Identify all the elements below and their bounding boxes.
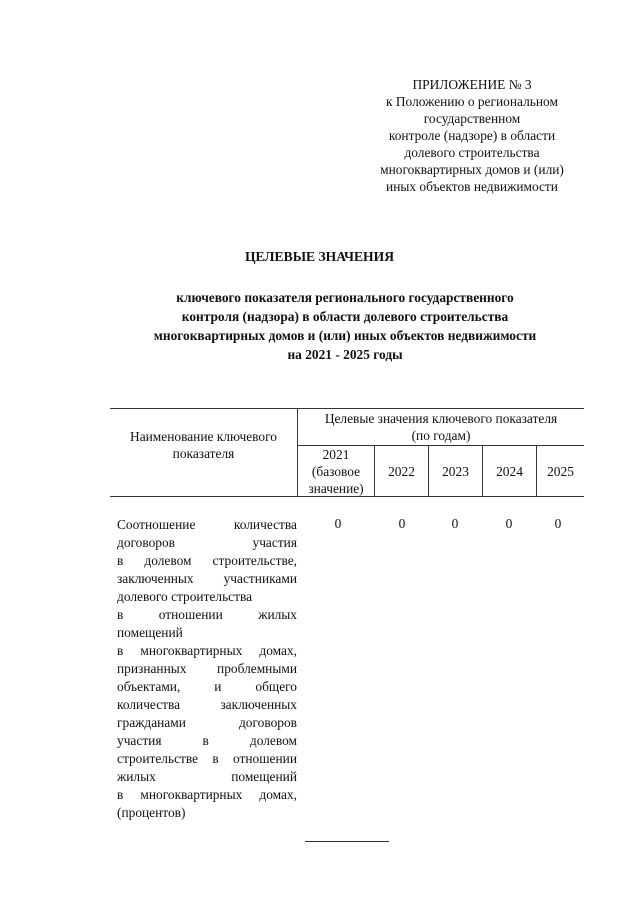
indicator-line: заключенных участниками xyxy=(117,571,297,586)
year-2023-header: 2023 xyxy=(442,464,469,479)
targets-table-header xyxy=(110,408,584,498)
appendix-line: долевого строительства xyxy=(404,145,540,160)
document-subtitle xyxy=(100,288,590,364)
indicator-line: строительстве в отношении xyxy=(117,751,297,766)
indicator-name-cell xyxy=(117,516,297,822)
year-2021-header xyxy=(298,446,374,497)
indicator-line: в многоквартирных домах, xyxy=(117,787,297,802)
appendix-block xyxy=(360,76,584,195)
table-top-border xyxy=(110,408,584,409)
indicator-line: Соотношение количества xyxy=(117,517,297,532)
appendix-line: иных объектов недвижимости xyxy=(386,179,558,194)
indicator-column-header xyxy=(110,428,297,462)
indicator-line: жилых помещений xyxy=(117,769,297,784)
header-line: Наименование ключевого xyxy=(130,429,277,444)
footer-divider xyxy=(305,841,389,842)
indicator-line: участия в долевом xyxy=(117,733,297,748)
indicator-line: гражданами договоров xyxy=(117,715,297,730)
header-line: показателя xyxy=(172,446,235,461)
indicator-line: в долевом строительстве, xyxy=(117,553,297,568)
target-values-header xyxy=(298,410,584,444)
indicator-line: долевого строительства xyxy=(117,589,253,604)
value-2025: 0 xyxy=(554,516,562,531)
year-2022-header: 2022 xyxy=(388,464,415,479)
indicator-line: в отношении жилых xyxy=(117,607,297,622)
year-2024-header: 2024 xyxy=(496,464,523,479)
appendix-line: к Положению о региональном xyxy=(386,94,558,109)
value-2023: 0 xyxy=(451,516,459,531)
indicator-line: в многоквартирных домах, xyxy=(117,643,297,658)
year-2025-header: 2025 xyxy=(547,464,574,479)
subtitle-line: контроля (надзора) в области долевого строительства xyxy=(181,309,509,324)
header-line: (базовое xyxy=(311,464,361,479)
indicator-line: (процентов) xyxy=(117,805,186,820)
value-2021: 0 xyxy=(334,516,342,531)
appendix-title: ПРИЛОЖЕНИЕ № 3 xyxy=(412,77,532,92)
header-line: Целевые значения ключевого показателя xyxy=(324,411,558,426)
appendix-line: многоквартирных домов и (или) xyxy=(380,162,564,177)
value-2022: 0 xyxy=(398,516,406,531)
header-line: (по годам) xyxy=(411,428,471,443)
indicator-line: признанных проблемными xyxy=(117,661,297,676)
subtitle-line: на 2021 - 2025 годы xyxy=(287,347,403,362)
indicator-line: договоров участия xyxy=(117,535,297,550)
indicator-line: количества заключенных xyxy=(117,697,297,712)
subtitle-line: многоквартирных домов и (или) иных объектов недвижимости xyxy=(153,328,537,343)
indicator-line: помещений xyxy=(117,625,183,640)
header-line: 2021 xyxy=(322,447,350,462)
header-line: значение) xyxy=(308,481,364,496)
indicator-line: объектами, и общего xyxy=(117,679,297,694)
appendix-line: контроле (надзоре) в области xyxy=(388,128,556,143)
value-2024: 0 xyxy=(505,516,513,531)
appendix-line: государственном xyxy=(423,111,521,126)
subtitle-line: ключевого показателя регионального государственного xyxy=(176,290,514,305)
document-title: ЦЕЛЕВЫЕ ЗНАЧЕНИЯ xyxy=(244,249,395,264)
